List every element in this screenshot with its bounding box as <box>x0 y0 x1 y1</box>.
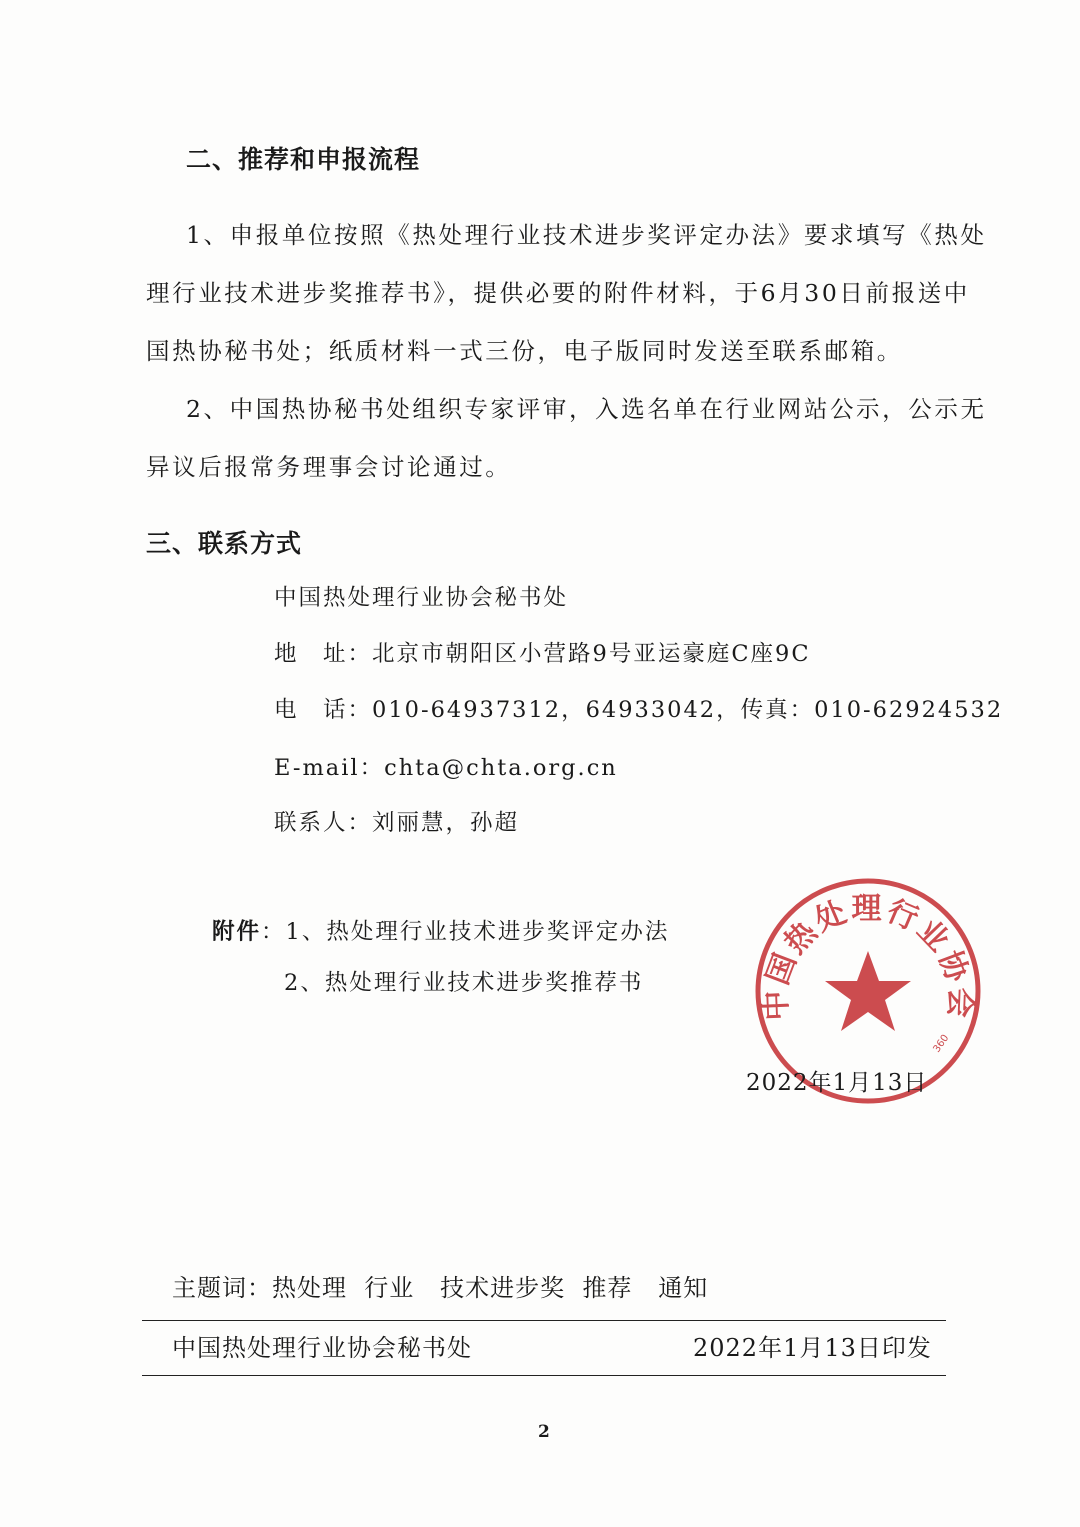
paragraph-line: 国热协秘书处；纸质材料一式三份，电子版同时发送至联系邮箱。 <box>146 337 903 365</box>
attachments-label: 附件 <box>212 919 262 945</box>
attachment-item-1: 1、热处理行业技术进步奖评定办法 <box>285 919 670 945</box>
address-value: 北京市朝阳区小营路9号亚运豪庭C座9C <box>372 641 811 667</box>
divider-top <box>142 1320 946 1321</box>
contact-value: 刘丽慧，孙超 <box>372 810 520 836</box>
divider-bottom <box>142 1375 946 1376</box>
section-heading-process: 二、推荐和申报流程 <box>186 145 421 174</box>
contact-phone-row <box>274 692 1003 724</box>
footer-issue-date: 2022年1月13日印发 <box>693 1334 932 1362</box>
keywords-label: 主题词： <box>172 1274 272 1302</box>
paragraph-line: 理行业技术进步奖推荐书》，提供必要的附件材料，于6月30日前报送中 <box>146 279 970 307</box>
contact-person-row <box>274 805 519 837</box>
contact-org: 中国热处理行业协会秘书处 <box>274 585 569 611</box>
section-heading-contact: 三、联系方式 <box>146 529 303 558</box>
keywords-value: 热处理 行业 技术进步奖 推荐 通知 <box>272 1274 709 1302</box>
attachment-item-2: 2、热处理行业技术进步奖推荐书 <box>284 970 644 996</box>
contact-label: 联系人： <box>274 810 373 836</box>
paragraph-line: 1、申报单位按照《热处理行业技术进步奖评定办法》要求填写《热处 <box>186 221 987 249</box>
phone-value: 010-64937312，64933042，传真：010-62924532 <box>372 697 1004 723</box>
contact-address-row <box>274 636 811 668</box>
paragraph-line: 异议后报常务理事会讨论通过。 <box>146 453 512 481</box>
seal-code: 360 <box>931 1032 952 1055</box>
email-label: E-mail： <box>274 755 385 781</box>
document-date: 2022年1月13日 <box>746 1070 928 1096</box>
seal-star-icon <box>825 951 911 1031</box>
email-value: chta@chta.org.cn <box>384 755 618 781</box>
paragraph-line: 2、中国热协秘书处组织专家评审，入选名单在行业网站公示，公示无 <box>186 395 987 423</box>
contact-email-row <box>274 750 618 782</box>
keywords-row <box>172 1268 708 1303</box>
seal-arc-text: 中国热处理行业协会 <box>758 891 978 1022</box>
footer-issuer: 中国热处理行业协会秘书处 <box>172 1334 472 1362</box>
phone-label: 电 话： <box>274 697 373 723</box>
attachments-row-1 <box>212 914 669 946</box>
page-number: 2 <box>538 1422 550 1442</box>
address-label: 地 址： <box>274 641 373 667</box>
attachments-colon: ： <box>261 919 286 945</box>
